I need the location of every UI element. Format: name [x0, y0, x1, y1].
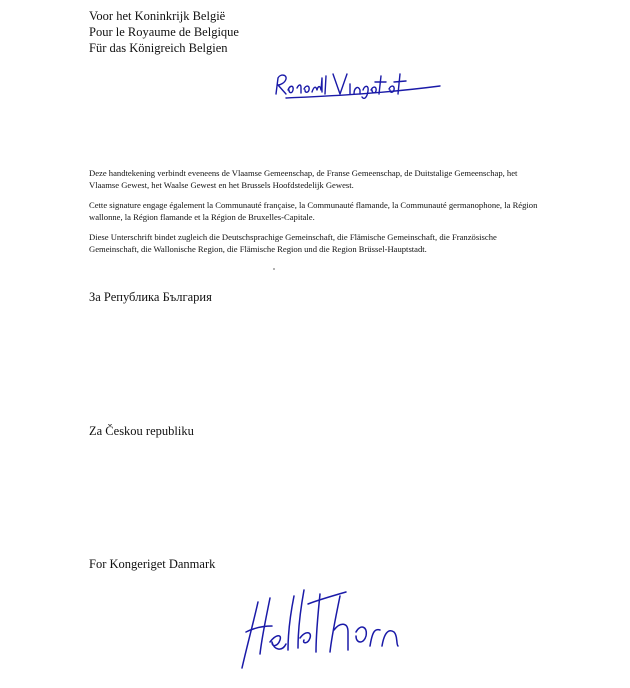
belgium-paragraph-german: Diese Unterschrift bindet zugleich die Deutschsprachige Gemeinschaft, die Flämische Gemeinschaft, die Französische Gemeinschaft, die Wallonische Region, die Flämische Region und die Region Brüssel-Hauptstadt. — [89, 232, 497, 254]
belgium-paragraph-dutch: Deze handtekening verbindt eveneens de Vlaamse Gemeenschap, de Franse Gemeenschap, de Duitstalige Gemeenschap, het Vlaamse Gewest, het Waalse Gewest en het Brussels Hoofdstedelijk Gewest. — [89, 168, 518, 190]
scan-speck — [273, 268, 275, 270]
belgium-signature-text: Rabord Vingetot — [268, 64, 275, 65]
belgium-heading — [89, 8, 239, 56]
belgium-signature — [268, 64, 448, 104]
czech-heading: Za Českou republiku — [89, 424, 194, 438]
belgium-heading-french: Pour le Royaume de Belgique — [89, 25, 239, 39]
denmark-signature — [236, 580, 406, 676]
denmark-signature-text: Helle Thorning — [236, 580, 243, 581]
bulgaria-heading: За Република България — [89, 290, 212, 304]
belgium-heading-german: Für das Königreich Belgien — [89, 41, 228, 55]
belgium-heading-dutch: Voor het Koninkrijk België — [89, 9, 226, 23]
belgium-paragraph-french: Cette signature engage également la Communauté française, la Communauté flamande, la Communauté germanophone, la Région wallonne, la Région flamande et la Région de Bruxelles-Capitale. — [89, 200, 538, 222]
denmark-heading: For Kongeriget Danmark — [89, 557, 216, 571]
